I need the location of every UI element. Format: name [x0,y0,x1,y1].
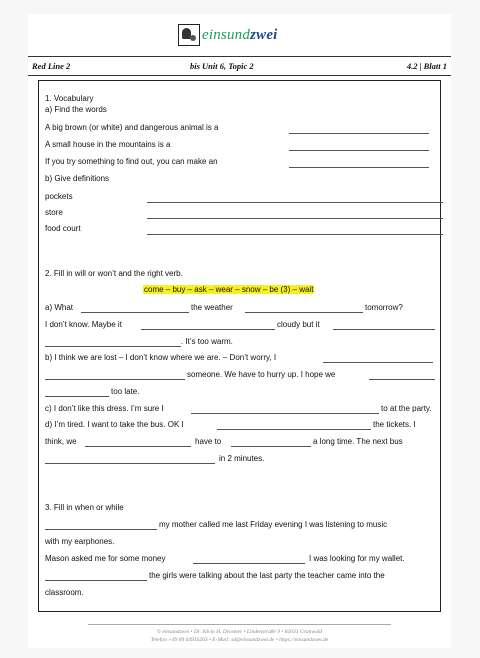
s2-c1: c) I don’t like this dress. I’m sure I [45,404,164,413]
s3-l3: Mason asked me for some money [45,554,166,563]
def-2-blank[interactable] [147,218,443,219]
worksheet-page [28,14,451,648]
word-box-text: come – buy – ask – wear – snow – be (3) – wait [144,285,314,294]
s2-c2: to at the party. [381,404,432,413]
s3-l4: I was looking for my wallet. [309,554,405,563]
def-3-label: food court [45,224,81,233]
def-3-blank[interactable] [147,234,443,235]
def-1-label: pockets [45,192,73,201]
section2-title: 2. Fill in will or won’t and the right verb. [45,269,183,278]
s2-a3: tomorrow? [365,303,403,312]
s2-a-blank5[interactable] [45,346,181,347]
s2-b2: someone. We have to hurry up. I hope we [187,370,336,379]
s2-b1: b) I think we are lost – I don’t know where we are. – Don’t worry, I [45,353,277,362]
s3-l2: with my earphones. [45,537,115,546]
s2-d-blank3[interactable] [231,446,311,447]
brand-logo [178,22,278,48]
s2-d4: have to [195,437,222,446]
s2-a1: a) What [45,303,74,312]
exercise-frame [38,80,441,612]
s2-d2: the tickets. I [373,420,416,429]
footer-contact: Telefon +49 89 64916263 • E-Mail: sd@einsundzwei.de • https://einsundzwei.de [150,637,329,643]
s3-blank3[interactable] [45,580,147,581]
s3-blank1[interactable] [45,529,157,530]
section1-sub-a: a) Find the words [45,105,107,114]
s2-b-blank2[interactable] [45,379,185,380]
page-footer [28,628,451,644]
logo-wordmark: einsundzwei [202,26,278,43]
s3-blank2[interactable] [193,563,305,564]
s2-d-blank4[interactable] [45,463,215,464]
s3-l6: classroom. [45,588,84,597]
header-sheet: 4.2 | Blatt 1 [406,61,447,71]
s2-d1: d) I’m tired. I want to take the bus. OK I [45,420,184,429]
s2-d5: a long time. The next bus [313,437,403,446]
vocab-q2: A small house in the mountains is a [45,140,171,149]
s2-a-blank3[interactable] [141,329,275,330]
vocab-q1: A big brown (or white) and dangerous animal is a [45,123,219,132]
s2-a-blank2[interactable] [245,312,363,313]
footer-address: © einsundzwei • Dr. Silvio H. Drosmer • Lindenstraße 9 • 82031 Grünwald [156,629,323,635]
s2-b-blank1[interactable] [323,362,433,363]
vocab-q3-blank[interactable] [289,167,429,168]
vocab-q1-blank[interactable] [289,133,429,134]
worksheet-header [28,56,451,76]
s2-a-blank1[interactable] [81,312,189,313]
header-unit: bis Unit 6, Topic 2 [190,61,254,71]
def-1-blank[interactable] [147,202,443,203]
s2-b3: too late. [111,387,140,396]
s2-a4: I don’t know. Maybe it [45,320,122,329]
s2-a5: cloudy but it [277,320,320,329]
s3-l1: my mother called me last Friday evening I was listening to music [159,520,388,529]
section1-title: 1. Vocabulary [45,94,94,103]
word-box [143,285,314,294]
s2-c-blank[interactable] [191,413,379,414]
section1-sub-b: b) Give definitions [45,174,110,183]
vocab-q3: If you try something to find out, you can make an [45,157,218,166]
logo-figure-icon [178,24,200,46]
s2-b-blank3[interactable] [369,379,435,380]
s3-l5: the girls were talking about the last party the teacher came into the [149,571,385,580]
footer-divider [88,624,391,625]
s2-a-blank4[interactable] [333,329,435,330]
s2-b-blank4[interactable] [45,396,109,397]
s2-a2: the weather [191,303,233,312]
s2-d-blank2[interactable] [85,446,191,447]
s2-d6: in 2 minutes. [219,454,265,463]
s2-d-blank1[interactable] [217,429,371,430]
s2-d3: think, we [45,437,77,446]
section3-title: 3. Fill in when or while [45,503,124,512]
vocab-q2-blank[interactable] [289,150,429,151]
s2-a6: . It’s too warm. [181,337,233,346]
header-book: Red Line 2 [32,61,71,71]
def-2-label: store [45,208,63,217]
